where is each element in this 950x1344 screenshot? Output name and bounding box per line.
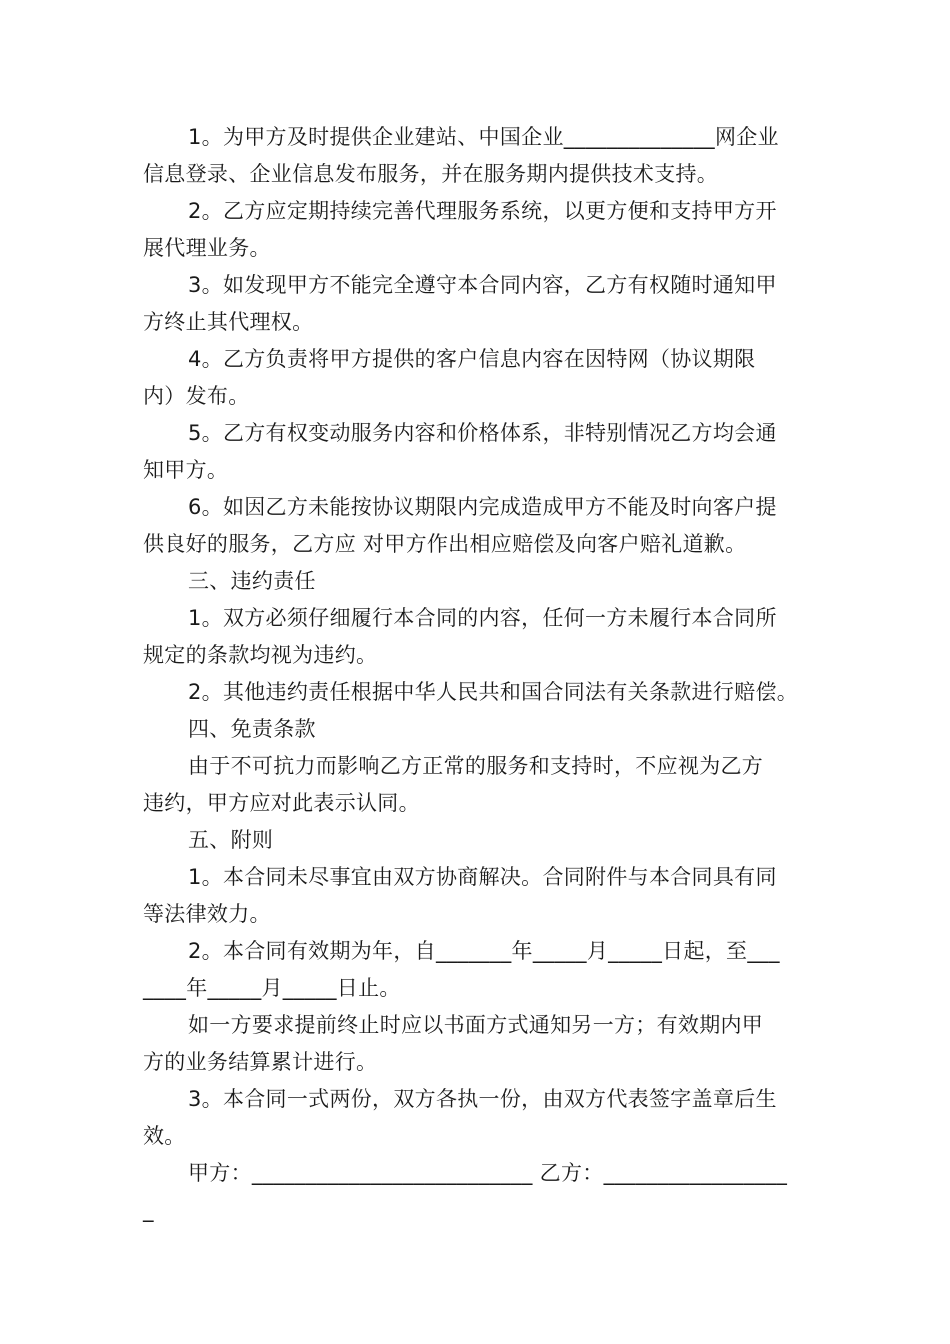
section-heading-supplementary: 五、附则: [188, 828, 274, 852]
supplementary-clause-3-line-1: 3。本合同一式两份，双方各执一份，由双方代表签字盖章后生: [188, 1087, 777, 1111]
termination-line-2: 方的业务结算累计进行。: [143, 1050, 378, 1074]
clause-3-line-2: 方终止其代理权。: [143, 310, 314, 334]
clause-5-line-2: 知甲方。: [143, 458, 229, 482]
clause-1-line-2: 信息登录、企业信息发布服务，并在服务期内提供技术支持。: [143, 162, 719, 186]
clause-4-line-2: 内）发布。: [143, 384, 250, 408]
exemption-line-1: 由于不可抗力而影响乙方正常的服务和支持时，不应视为乙方: [188, 754, 764, 778]
breach-clause-1-line-1: 1。双方必须仔细履行本合同的内容，任何一方未履行本合同所: [188, 606, 777, 630]
clause-6-line-1: 6。如因乙方未能按协议期限内完成造成甲方不能及时向客户提: [188, 495, 777, 519]
supplementary-clause-2-line-2: ____年_____月_____日止。: [143, 976, 401, 1000]
breach-clause-1-line-2: 规定的条款均视为违约。: [143, 643, 378, 667]
supplementary-clause-1-line-1: 1。本合同未尽事宜由双方协商解决。合同附件与本合同具有同: [188, 865, 777, 889]
clause-5-line-1: 5。乙方有权变动服务内容和价格体系，非特别情况乙方均会通: [188, 421, 777, 445]
clause-4-line-1: 4。乙方负责将甲方提供的客户信息内容在因特网（协议期限: [188, 347, 756, 371]
signature-line-overflow: _: [143, 1198, 154, 1222]
clause-6-line-2: 供良好的服务，乙方应 对甲方作出相应赔偿及向客户赔礼道歉。: [143, 532, 747, 556]
section-heading-breach: 三、违约责任: [188, 569, 316, 593]
section-heading-exemption: 四、免责条款: [188, 717, 316, 741]
supplementary-clause-2-line-1: 2。本合同有效期为年，自_______年_____月_____日起，至___: [188, 939, 780, 963]
breach-clause-2: 2。其他违约责任根据中华人民共和国合同法有关条款进行赔偿。: [188, 680, 799, 704]
clause-1-line-1: 1。为甲方及时提供企业建站、中国企业______________网企业: [188, 125, 779, 149]
supplementary-clause-1-line-2: 等法律效力。: [143, 902, 271, 926]
clause-3-line-1: 3。如发现甲方不能完全遵守本合同内容，乙方有权随时通知甲: [188, 273, 777, 297]
clause-2-line-1: 2。乙方应定期持续完善代理服务系统，以更方便和支持甲方开: [188, 199, 777, 223]
exemption-line-2: 违约，甲方应对此表示认同。: [143, 791, 420, 815]
clause-2-line-2: 展代理业务。: [143, 236, 271, 260]
termination-line-1: 如一方要求提前终止时应以书面方式通知另一方；有效期内甲: [188, 1013, 764, 1037]
supplementary-clause-3-line-2: 效。: [143, 1124, 186, 1148]
signature-line: 甲方：__________________________ 乙方：_________________: [188, 1161, 788, 1185]
